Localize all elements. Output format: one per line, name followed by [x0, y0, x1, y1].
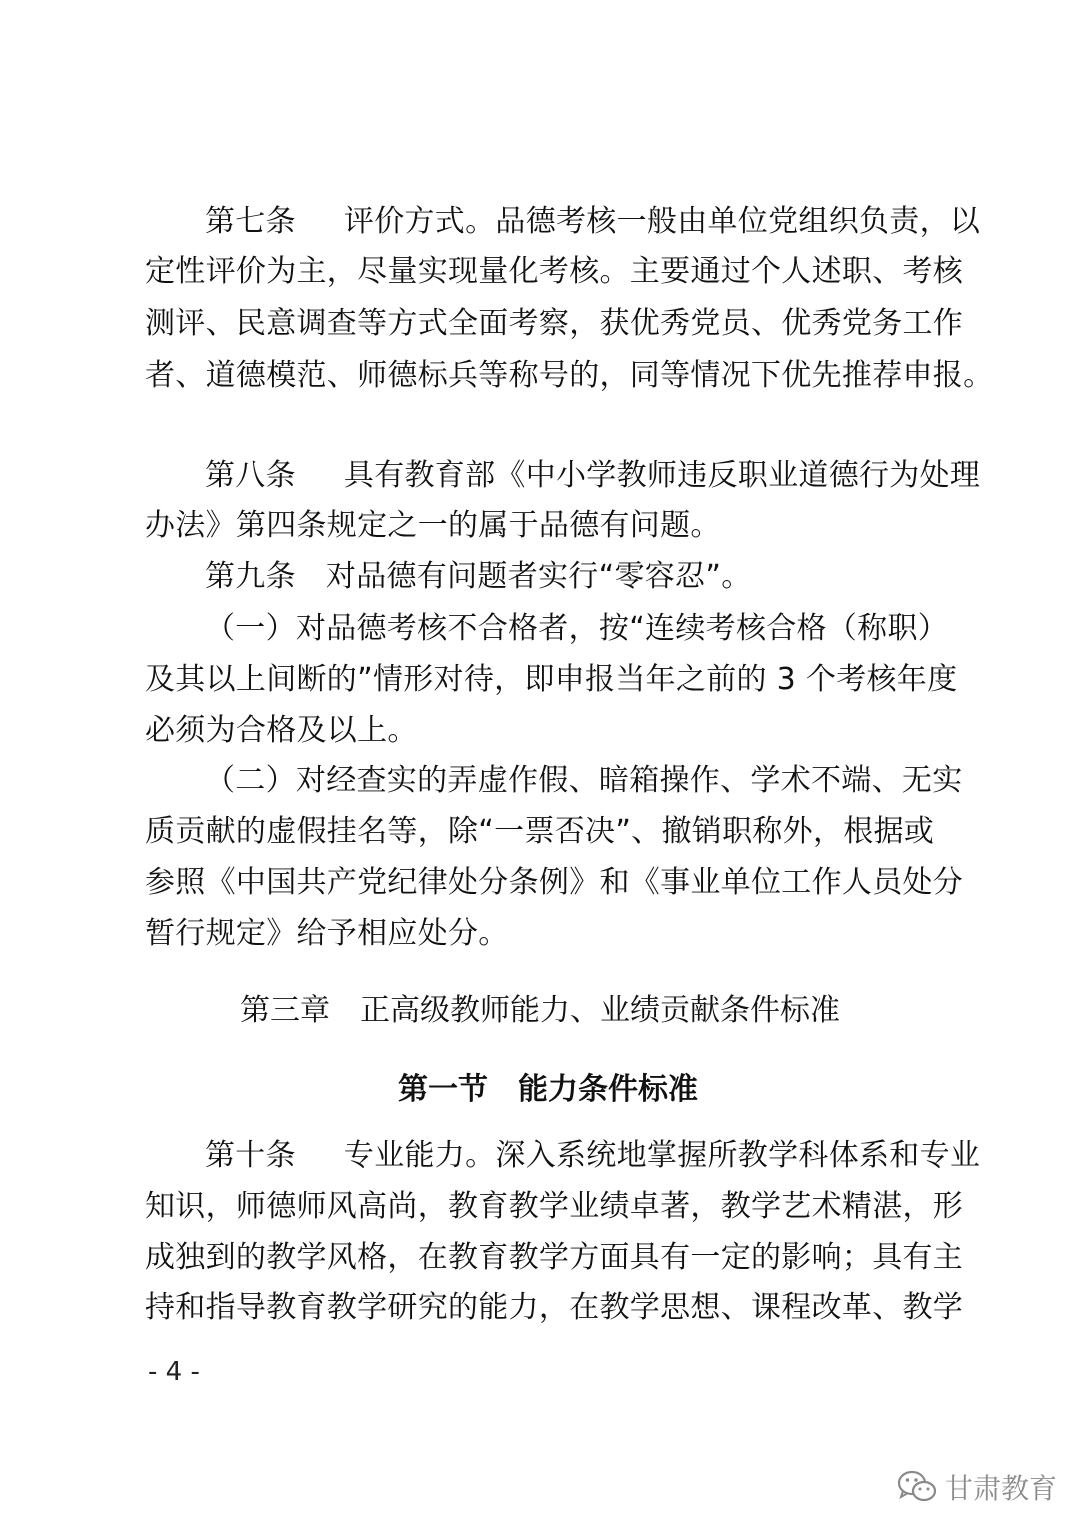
chapter-title: 正高级教师能力、业绩贡献条件标准 [360, 993, 840, 1028]
item1-line1: （一）对品德考核不合格者，按“连续考核合格（称职） [205, 611, 949, 646]
chapter-label: 第三章 [240, 993, 330, 1028]
item2-line2: 质贡献的虚假挂名等，除“一票否决”、撤销职称外，根据或 [145, 814, 935, 849]
watermark-text: 甘肃教育 [945, 1472, 1058, 1505]
article10-label: 第十条 [205, 1138, 296, 1173]
watermark [897, 1462, 1057, 1512]
article7-label: 第七条 [205, 204, 296, 239]
item2-line4: 暂行规定》给予相应处分。 [145, 916, 509, 951]
item2-line3: 参照《中国共产党纪律处分条例》和《事业单位工作人员处分 [145, 865, 964, 900]
article9-label: 第九条 [205, 559, 296, 594]
article7-line3: 测评、民意调查等方式全面考察，获优秀党员、优秀党务工作 [145, 306, 964, 341]
section-heading [8, 1064, 1080, 1116]
wechat-icon [897, 1469, 937, 1505]
article10-line1: 第十条 专业能力。深入系统地掌握所教学科体系和专业 [205, 1138, 981, 1173]
article8-line2: 办法》第四条规定之一的属于品德有问题。 [145, 508, 721, 543]
section-label: 第一节 [398, 1072, 488, 1107]
article7-line2: 定性评价为主，尽量实现量化考核。主要通过个人述职、考核 [145, 254, 964, 289]
article10-line3: 成独到的教学风格，在教育教学方面具有一定的影响；具有主 [145, 1240, 964, 1275]
article7-line1: 第七条 评价方式。品德考核一般由单位党组织负责，以 [205, 204, 981, 239]
chapter-heading [0, 985, 1080, 1037]
article7-line4: 者、道德模范、师德标兵等称号的，同等情况下优先推荐申报。 [145, 358, 994, 393]
item1-line3: 必须为合格及以上。 [145, 713, 418, 748]
article8-line1: 第八条 具有教育部《中小学教师违反职业道德行为处理 [205, 458, 981, 493]
page-number: - 4 - [148, 1357, 200, 1387]
item1-line2: 及其以上间断的”情形对待，即申报当年之前的 3 个考核年度 [145, 662, 958, 697]
article10-line2: 知识，师德师风高尚，教育教学业绩卓著，教学艺术精湛，形 [145, 1189, 964, 1224]
article10-line4: 持和指导教育教学研究的能力，在教学思想、课程改革、教学 [145, 1290, 964, 1325]
item2-line1: （二）对经查实的弄虚作假、暗箱操作、学术不端、无实 [205, 763, 963, 798]
article9-line1: 第九条 对品德有问题者实行“零容忍”。 [205, 559, 752, 594]
article8-label: 第八条 [205, 458, 296, 493]
section-title: 能力条件标准 [518, 1072, 698, 1107]
